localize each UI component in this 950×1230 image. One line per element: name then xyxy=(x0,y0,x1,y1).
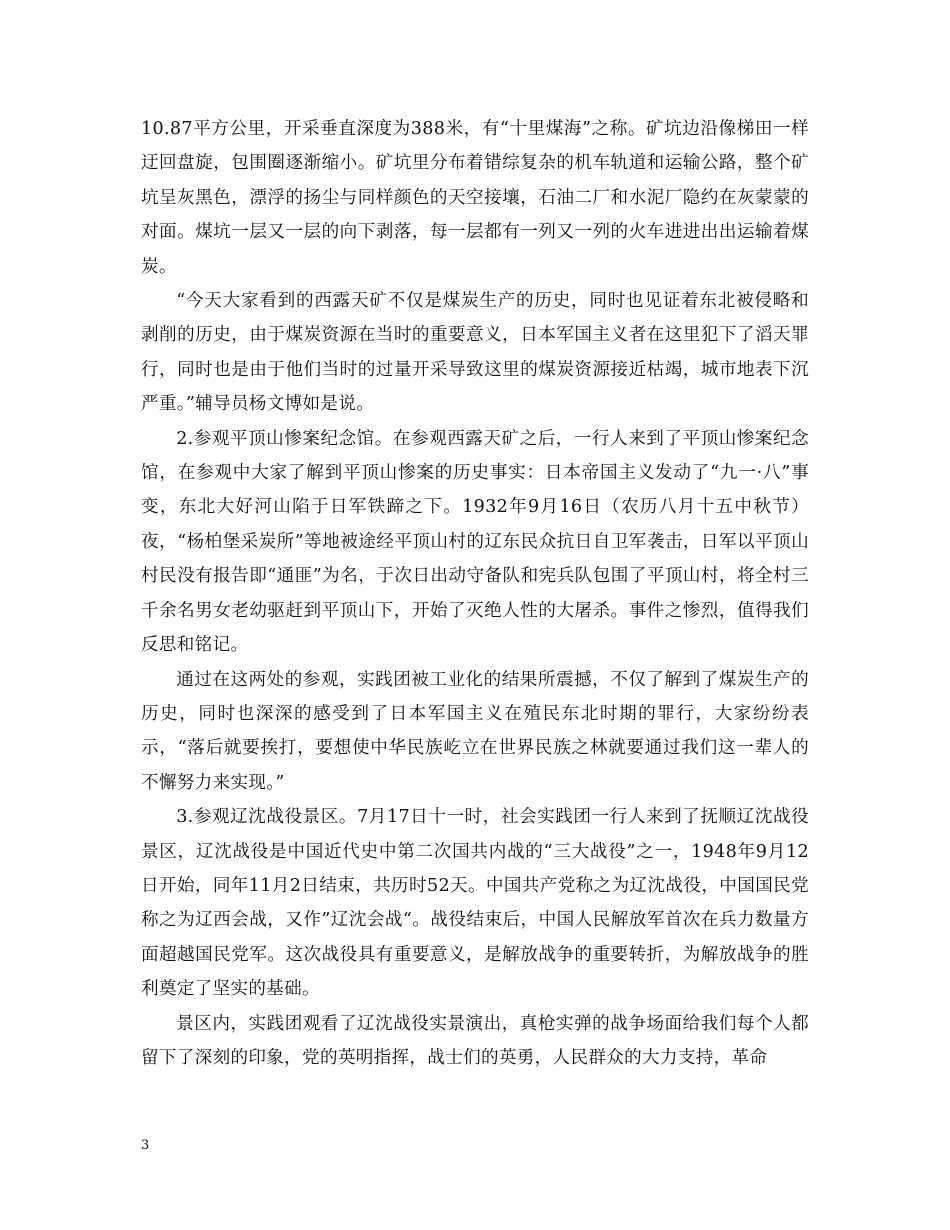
paragraph-5: 3.参观辽沈战役景区。7月17日十一时，社会实践团一行人来到了抚顺辽沈战役景区，辽沈战役是中国近代史中第二次国共内战的“三大战役”之一，1948年9月12日开始，同年11月2日结束，共历时52天。中国共产党称之为辽沈战役，中国国民党称之为辽西会战，又作”辽沈会战“。战役结束后，中国人民解放军首次在兵力数量方面超越国民党军。这次战役具有重要意义，是解放战争的重要转折，为解放战争的胜利奠定了坚实的基础。 xyxy=(141,807,809,1000)
paragraph-4: 通过在这两处的参观，实践团被工业化的结果所震撼，不仅了解到了煤炭生产的历史，同时也深深的感受到了日本军国主义在殖民东北时期的罪行，大家纷纷表示，“落后就要挨打，要想使中华民族屹立在世界民族之林就要通过我们这一辈人的不懈努力来实现。” xyxy=(141,669,809,793)
paragraph-1: 10.87平方公里，开采垂直深度为388米，有“十里煤海”之称。矿坑边沿像梯田一样迂回盘旋，包围圈逐渐缩小。矿坑里分布着错综复杂的机车轨道和运输公路，整个矿坑呈灰黑色，漂浮的扬尘与同样颜色的天空接壤，石油二厂和水泥厂隐约在灰蒙蒙的对面。煤坑一层又一层的向下剥落，每一层都有一列又一列的火车进进出出运输着煤炭。 xyxy=(141,119,809,277)
paragraph-6: 景区内，实践团观看了辽沈战役实景演出，真枪实弹的战争场面给我们每个人都留下了深刻的印象，党的英明指挥，战士们的英勇，人民群众的大力支持，革命 xyxy=(141,1013,809,1068)
page-number: 3 xyxy=(141,1138,150,1153)
paragraph-2: “今天大家看到的西露天矿不仅是煤炭生产的历史，同时也见证着东北被侵略和剥削的历史，由于煤炭资源在当时的重要意义，日本军国主义者在这里犯下了滔天罪行，同时也是由于他们当时的过量开采导致这里的煤炭资源接近枯竭，城市地表下沉严重。”辅导员杨文博如是说。 xyxy=(141,291,809,415)
document-body xyxy=(141,112,809,1075)
paragraph-3: 2.参观平顶山惨案纪念馆。在参观西露天矿之后，一行人来到了平顶山惨案纪念馆，在参观中大家了解到平顶山惨案的历史事实：日本帝国主义发动了“九一·八”事变，东北大好河山陷于日军铁蹄之下。1932年9月16日（农历八月十五中秋节）夜，“杨柏堡采炭所”等地被途经平顶山村的辽东民众抗日自卫军袭击，日军以平顶山村民没有报告即“通匪”为名，于次日出动守备队和宪兵队包围了平顶山村，将全村三千余名男女老幼驱赶到平顶山下，开始了灭绝人性的大屠杀。事件之惨烈，值得我们反思和铭记。 xyxy=(141,428,809,656)
